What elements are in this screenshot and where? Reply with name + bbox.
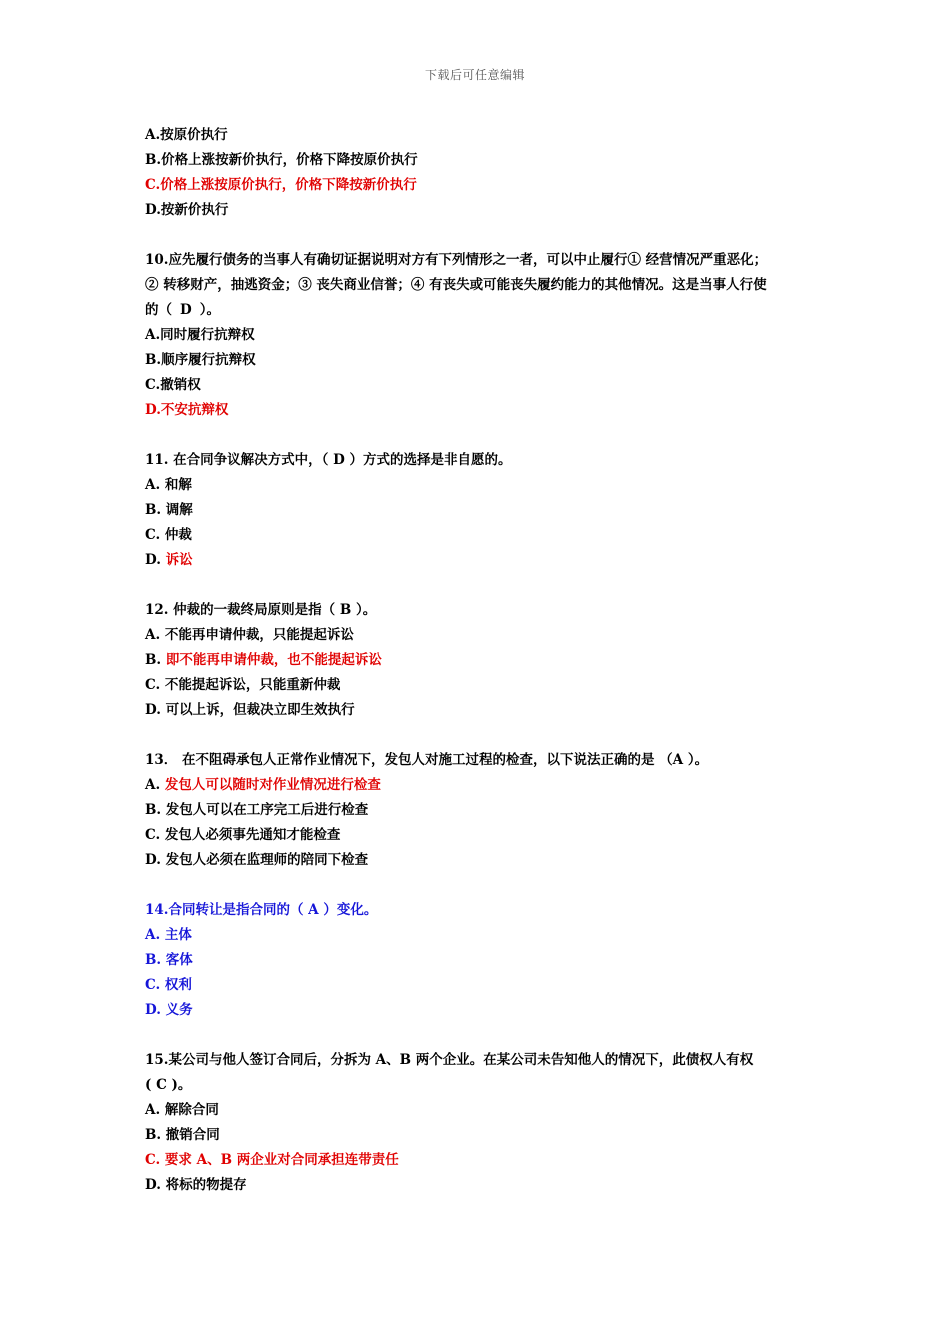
- option-a: A. 不能再申请仲裁，只能提起诉讼: [145, 627, 354, 643]
- option-b: B. 发包人可以在工序完工后进行检查: [145, 802, 369, 818]
- option-label: D.: [145, 552, 161, 568]
- stem-text: ）。: [199, 302, 220, 318]
- spacer: [145, 423, 810, 448]
- question-10: [145, 248, 810, 423]
- option-text: 诉讼: [165, 552, 193, 568]
- option-b: B.价格上涨按新价执行，价格下降按原价执行: [145, 152, 418, 168]
- option-b: B. 调解: [145, 502, 193, 518]
- spacer: [145, 1023, 810, 1048]
- option-text: 即不能再申请仲裁，也不能提起诉讼: [165, 652, 382, 668]
- option-a: A. 和解: [145, 477, 192, 493]
- question-14: [145, 898, 810, 1023]
- page-header: 下载后可任意编辑: [424, 68, 525, 82]
- option-c-correct: C. 要求 A、B 两企业对合同承担连带责任: [145, 1152, 399, 1168]
- question-9-options: [145, 123, 810, 223]
- question-13: [145, 748, 810, 873]
- spacer: [145, 223, 810, 248]
- option-label: B.: [145, 652, 162, 668]
- option-d: D. 可以上诉，但裁决立即生效执行: [145, 702, 355, 718]
- question-11: [145, 448, 810, 573]
- answer-letter: D: [180, 302, 192, 318]
- option-label: A.: [145, 777, 161, 793]
- option-d: D. 义务: [145, 1002, 193, 1018]
- option-a: A.同时履行抗辩权: [145, 327, 255, 343]
- option-text: 发包人可以随时对作业情况进行检查: [164, 777, 381, 793]
- question-15: [145, 1048, 810, 1198]
- option-d-correct: D.不安抗辩权: [145, 402, 229, 418]
- question-stem: ( C )。: [145, 1077, 192, 1093]
- option-d: D. 将标的物提存: [145, 1177, 247, 1193]
- option-a: A. 解除合同: [145, 1102, 219, 1118]
- option-c: C. 不能提起诉讼，只能重新仲裁: [145, 677, 341, 693]
- stem-text: 的（: [145, 302, 172, 318]
- spacer: [145, 573, 810, 598]
- spacer: [145, 723, 810, 748]
- option-c: C. 仲裁: [145, 527, 192, 543]
- question-stem: ② 转移财产，抽逃资金；③ 丧失商业信誉；④ 有丧失或可能丧失履约能力的其他情况。这是当事人行使: [145, 277, 767, 293]
- question-stem: 11. 在合同争议解决方式中，（ D ）方式的选择是非自愿的。: [145, 452, 512, 468]
- option-d: D. 发包人必须在监理师的陪同下检查: [145, 852, 369, 868]
- question-stem: 10.应先履行债务的当事人有确切证据说明对方有下列情形之一者，可以中止履行① 经营情况严重恶化；: [145, 252, 768, 268]
- option-c: C.撤销权: [145, 377, 201, 393]
- option-c: C. 权利: [145, 977, 192, 993]
- option-a: A.按原价执行: [145, 127, 228, 143]
- question-stem: 13． 在不阻碍承包人正常作业情况下，发包人对施工过程的检查，以下说法正确的是 （A ）。: [145, 752, 709, 768]
- option-b: B.顺序履行抗辩权: [145, 352, 256, 368]
- option-a: A. 主体: [145, 927, 192, 943]
- option-d-correct: [145, 548, 810, 573]
- option-c-correct: C.价格上涨按原价执行，价格下降按新价执行: [145, 177, 417, 193]
- document-body: [145, 123, 810, 1198]
- option-b: B. 撤销合同: [145, 1127, 220, 1143]
- question-stem: 12. 仲裁的一裁终局原则是指（ B ）。: [145, 602, 377, 618]
- spacer: [145, 873, 810, 898]
- question-stem: 15.某公司与他人签订合同后，分拆为 A、B 两个企业。在某公司未告知他人的情况下，此债权人有权: [145, 1052, 754, 1068]
- question-stem: [145, 298, 810, 323]
- option-a-correct: [145, 773, 810, 798]
- option-b: B. 客体: [145, 952, 193, 968]
- question-stem: 14.合同转让是指合同的（ A ）变化。: [145, 902, 378, 918]
- option-c: C. 发包人必须事先通知才能检查: [145, 827, 341, 843]
- question-12: [145, 598, 810, 723]
- option-d: D.按新价执行: [145, 202, 229, 218]
- option-b-correct: [145, 648, 810, 673]
